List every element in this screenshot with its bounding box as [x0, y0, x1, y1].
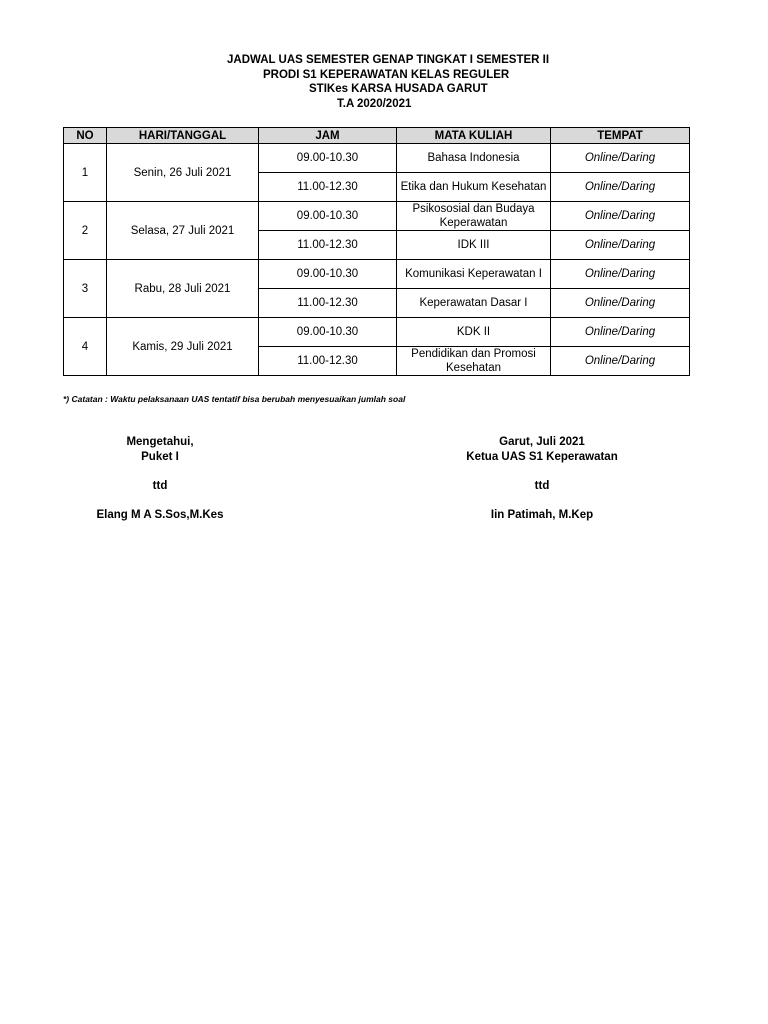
- table-row: [64, 144, 690, 173]
- session-time: 11.00-12.30: [259, 231, 397, 260]
- session-course: Pendidikan dan Promosi Kesehatan: [397, 347, 551, 376]
- row-date: Kamis, 29 Juli 2021: [107, 318, 259, 376]
- title-line-2: PRODI S1 KEPERAWATAN KELAS REGULER: [263, 69, 510, 81]
- row-date: Rabu, 28 Juli 2021: [107, 260, 259, 318]
- session-course: Bahasa Indonesia: [397, 144, 551, 173]
- row-number: 2: [64, 202, 107, 260]
- sign-right-line1: Garut, Juli 2021: [499, 436, 585, 448]
- row-number: 3: [64, 260, 107, 318]
- sign-right-name: Iin Patimah, M.Kep: [490, 509, 594, 521]
- session-location: Online/Daring: [551, 202, 690, 231]
- session-time: 11.00-12.30: [259, 289, 397, 318]
- header-jam: JAM: [259, 128, 397, 144]
- table-row: [64, 318, 690, 347]
- row-number: 4: [64, 318, 107, 376]
- session-location: Online/Daring: [551, 260, 690, 289]
- exam-schedule-table: [63, 127, 690, 376]
- session-time: 11.00-12.30: [259, 347, 397, 376]
- session-course: Etika dan Hukum Kesehatan: [397, 173, 551, 202]
- session-course: Keperawatan Dasar I: [397, 289, 551, 318]
- title-line-3: STIKes KARSA HUSADA GARUT: [309, 83, 488, 95]
- title-line-1: JADWAL UAS SEMESTER GENAP TINGKAT I SEMESTER II: [227, 54, 550, 66]
- session-location: Online/Daring: [551, 173, 690, 202]
- session-time: 09.00-10.30: [259, 318, 397, 347]
- table-row: [64, 202, 690, 231]
- session-time: 09.00-10.30: [259, 260, 397, 289]
- session-time: 09.00-10.30: [259, 202, 397, 231]
- sign-left-line1: Mengetahui,: [126, 436, 194, 448]
- header-hari-tanggal: HARI/TANGGAL: [107, 128, 259, 144]
- title-line-4: T.A 2020/2021: [337, 98, 412, 110]
- sign-left-line2: Puket I: [141, 451, 179, 463]
- session-location: Online/Daring: [551, 144, 690, 173]
- row-number: 1: [64, 144, 107, 202]
- table-header-row: [64, 128, 690, 144]
- session-course: KDK II: [397, 318, 551, 347]
- row-date: Senin, 26 Juli 2021: [107, 144, 259, 202]
- header-mata-kuliah: MATA KULIAH: [397, 128, 551, 144]
- header-no: NO: [64, 128, 107, 144]
- session-course: Psikososial dan Budaya Keperawatan: [397, 202, 551, 231]
- session-location: Online/Daring: [551, 318, 690, 347]
- schedule-note: *) Catatan : Waktu pelaksanaan UAS tentatif bisa berubah menyesuaikan jumlah soal: [63, 394, 406, 404]
- session-course: IDK III: [397, 231, 551, 260]
- sign-right-line2: Ketua UAS S1 Keperawatan: [466, 451, 618, 463]
- session-location: Online/Daring: [551, 347, 690, 376]
- header-tempat: TEMPAT: [551, 128, 690, 144]
- sign-left-ttd: ttd: [152, 480, 168, 492]
- session-time: 11.00-12.30: [259, 173, 397, 202]
- table-row: [64, 260, 690, 289]
- session-location: Online/Daring: [551, 289, 690, 318]
- session-time: 09.00-10.30: [259, 144, 397, 173]
- row-date: Selasa, 27 Juli 2021: [107, 202, 259, 260]
- sign-right-ttd: ttd: [534, 480, 550, 492]
- session-course: Komunikasi Keperawatan I: [397, 260, 551, 289]
- sign-left-name: Elang M A S.Sos,M.Kes: [96, 509, 224, 521]
- session-location: Online/Daring: [551, 231, 690, 260]
